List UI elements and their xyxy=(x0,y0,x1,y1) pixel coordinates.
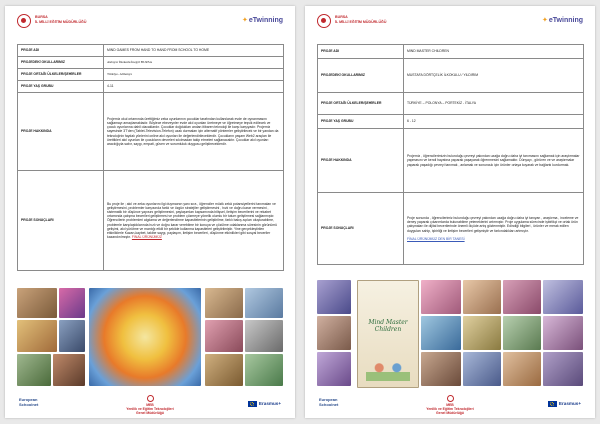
row-value: Türkiye- Almanya xyxy=(104,69,284,81)
table-row xyxy=(18,57,284,69)
results-text: Proje sonunda , öğrencilerimiz bulunduğu çevreyi yakından uzağa doğru daha iyi tanıyan , araştırma , inceleme ve deney yaparak çıkarımlarda bulunabilme yeteneklerini artırmıştır. Proje uygulama sürecinde işbirlikçi ve ortak ürün çalışmaları ile dijital becerilerinde önemli ölçüde artış gözlenmiştir. Edindiği bilgileri , ürünler ve merak edilen duyguları sahip, işbirliği ve iletişim becerileri gelişmiştir ve farkındalıkları artmıştır. xyxy=(407,215,579,233)
photo-tile xyxy=(463,316,501,350)
photo-tile xyxy=(17,288,57,318)
photo-tile xyxy=(59,320,85,352)
photo-tile xyxy=(245,354,283,386)
row-key: PROJE ADI xyxy=(318,45,404,59)
page-header xyxy=(5,6,295,36)
table-row xyxy=(318,129,584,193)
page-footer xyxy=(305,392,595,418)
table-row xyxy=(18,171,284,271)
table-row xyxy=(18,81,284,93)
table-row xyxy=(318,93,584,115)
final-product-link[interactable]: FİNAL ÜRÜNÜMÜZ DEN BİR TANESİ xyxy=(407,236,465,241)
photo-tile xyxy=(543,316,583,350)
row-key: PROJE ORTAĞI ÜLKELER/ŞEHİRLER xyxy=(318,93,404,115)
photo-tile xyxy=(543,352,583,386)
row-key: PROJE SONUÇLARI xyxy=(318,193,404,265)
photo-tile xyxy=(463,352,501,386)
results-text: Bu proje ile ; akıl ve zeka oyunlarını ilgi duymaının yanı sıra , öğrenciler müzik zekâ potansiyellerini tanımaları ve geliştirmesini, problemler karşısında farklı ve özgün stratejiler geliştirmesini , hızlı ve doğru karar vermesini , sistematik bir düşünce yapısını geliştirmesini, paylaşımları kapsamında bilişsel, iletişim becerilerini ve rekabet ortamında çalışma becerileri geliştirmesi ve problem çözmeye yönelik olumlu bir tutum geliştirmesi sağlanmıştır. Öğrencilerin problemleri algılama ve değerlendirme kapasitelerinin geliştirilme, farklı bakış açıları oluşturabilme, problemle karşılaştıklarında hızlı ve doğru karar verebilme bir konuya ve çözülme odaklanma süresinin görünümü gelişimi, akıl yürütme ve mantığı etkili bir şekilde kullanma kapasiteleri geliştirilmiştir. Yine gerçekleştirilen etkinliklerle Kazan-kaybet, takibe saygı, paylaşım, iletişim becerileri, düşünme etkinlikleri gibi sosyal beceriler kazandırılmıştır. xyxy=(107,201,277,240)
erasmus-logo: Erasmus+ xyxy=(548,401,581,407)
row-value xyxy=(104,171,284,271)
photo-tile xyxy=(245,288,283,318)
photo-tile xyxy=(245,320,283,352)
erasmus-logo: Erasmus+ xyxy=(248,401,281,407)
table-row xyxy=(318,45,584,59)
book-title: Mind Master Children xyxy=(368,319,408,333)
photo-tile xyxy=(503,280,541,314)
photo-tile xyxy=(317,316,351,350)
page-footer xyxy=(5,392,295,418)
row-key: PROJE SONUÇLARI xyxy=(18,171,104,271)
photo-tile xyxy=(421,316,461,350)
table-row xyxy=(318,115,584,129)
star-icon: ✦ xyxy=(542,17,548,24)
right-page xyxy=(305,6,595,418)
meb-footer-logo: MEB Yenilik ve Eğitim Teknolojileri Genel Müdürlüğü xyxy=(415,395,485,415)
row-value: Projemiz , öğrencilerimizin bulunduğu çevreyi yakından uzağa doğru daha iyi tanımasını sağlamak için araştırmalar yapmasını ve kendi hayatına yaparak yaşayarak öğrenmesini sağlamaktır. Dünyayı , görüren ve ve araştırmalar yaparak yaşadığı çevreyi tanımak , anlamak ve sonuncuk için ürünler ortaya koyarak ve bağlantı kurdurmak. xyxy=(404,129,584,193)
photo-tile xyxy=(17,320,57,352)
right-project-table xyxy=(317,44,584,265)
row-key: PROJE HAKKINDA xyxy=(18,93,104,171)
row-key: PROJE ORTAĞI ÜLKELER/ŞEHİRLER xyxy=(18,69,104,81)
eu-flag-icon xyxy=(248,401,257,407)
row-value: Akbıyar İlkokulu İnegöl BURSA xyxy=(104,57,284,69)
european-schoolnet-logo: European Schoolnet xyxy=(19,397,39,407)
photo-tile xyxy=(463,280,501,314)
photo-tile xyxy=(421,352,461,386)
row-value: MUSTAFA DÖRTÇELİK İLKOKULU / YILDIRIM xyxy=(404,59,584,93)
european-schoolnet-logo: European Schoolnet xyxy=(319,397,339,407)
meb-logo-text: BURSA İL MİLLİ EĞİTİM MÜDÜRLÜĞÜ xyxy=(35,15,87,24)
meb-mini-logo-icon xyxy=(447,395,454,402)
photo-tile xyxy=(17,354,51,386)
photo-tile xyxy=(205,354,243,386)
row-value: Projemiz okul ortamında ürettiğimiz zeka oyunlarının çocuklar tarafından kullanılarak evde de oynanmasını sağlamayı amaçlamaktadır. Böylece ebeveynler evde akıl oyunları üretmeye ve öğretmeye teşvik edilecek ve çocuk oyunlarına dahil olacaklardır. Çocuklar doğdukları andan itibaren teknoloji ile karşı karşıyadır. Projemiz sayesinde 3T'den (Tablet-Television-Telefon) uzak durmaları için alternatif yöntemler geliştirilecek ve bir yandan da teknolojinin faydalı yönlerini online akıl oyunları ile değerlendirileceklerdir. Çocukların yaşam Web2 araçları ile ürettikleri akıl oyunları ile çocukların devreleri sıkılmadan takip etmeleri sağlanacaktır. Çocuklar akıl oyunları aracılığıyla sabır, saygı, empati, güven ve sorumluluk duygusu geliştireceklerdir. xyxy=(104,93,284,171)
row-key: PROJE YAŞ GRUBU xyxy=(318,115,404,129)
photo-tile xyxy=(421,280,461,314)
etwinning-logo: ✦eTwinning xyxy=(242,17,283,24)
row-key: PROJE YAŞ GRUBU xyxy=(18,81,104,93)
left-photo-collage xyxy=(17,288,283,386)
row-value: TÜRKİYE – POLONYA – PORTEKİZ - İTALYA xyxy=(404,93,584,115)
photo-tile xyxy=(503,352,541,386)
star-icon: ✦ xyxy=(242,17,248,24)
meb-mini-logo-icon xyxy=(147,395,154,402)
table-row xyxy=(18,45,284,57)
photo-tile xyxy=(53,354,85,386)
row-key: PROJEDEKİ OKULLARIMIZ xyxy=(318,59,404,93)
row-value: MIND GAMES FROM HAND TO HAND FROM SCHOOL TO HOME xyxy=(104,45,284,57)
meb-logo-icon xyxy=(17,14,31,28)
etwinning-logo: ✦eTwinning xyxy=(542,17,583,24)
book-cover xyxy=(357,280,419,388)
meb-logo-icon xyxy=(317,14,331,28)
photo-tile xyxy=(89,288,201,386)
photo-tile xyxy=(317,280,351,314)
meb-logo-text: BURSA İL MİLLİ EĞİTİM MÜDÜRLÜĞÜ xyxy=(335,15,387,24)
table-row xyxy=(318,193,584,265)
photo-tile xyxy=(317,352,351,386)
table-row xyxy=(18,93,284,171)
row-key: PROJE ADI xyxy=(18,45,104,57)
row-value: 6 - 12 xyxy=(404,115,584,129)
photo-tile xyxy=(59,288,85,318)
row-value: 4-11 xyxy=(104,81,284,93)
final-product-link[interactable]: FİNAL ÜRÜNÜMÜZ xyxy=(131,235,162,240)
row-key: PROJE HAKKINDA xyxy=(318,129,404,193)
photo-tile xyxy=(543,280,583,314)
right-photo-collage xyxy=(317,280,583,386)
meb-footer-logo: MEB Yenilik ve Eğitim Teknolojileri Genel Müdürlüğü xyxy=(115,395,185,415)
table-row xyxy=(318,59,584,93)
book-figures-icon xyxy=(366,359,410,381)
row-value: MIND MASTER CHILDREN xyxy=(404,45,584,59)
left-page xyxy=(5,6,295,418)
photo-tile xyxy=(205,288,243,318)
photo-tile xyxy=(205,320,243,352)
photo-tile xyxy=(503,316,541,350)
page-header xyxy=(305,6,595,36)
table-row xyxy=(18,69,284,81)
row-key: PROJEDEKİ OKULLARIMIZ xyxy=(18,57,104,69)
eu-flag-icon xyxy=(548,401,557,407)
row-value xyxy=(404,193,584,265)
left-project-table xyxy=(17,44,284,271)
